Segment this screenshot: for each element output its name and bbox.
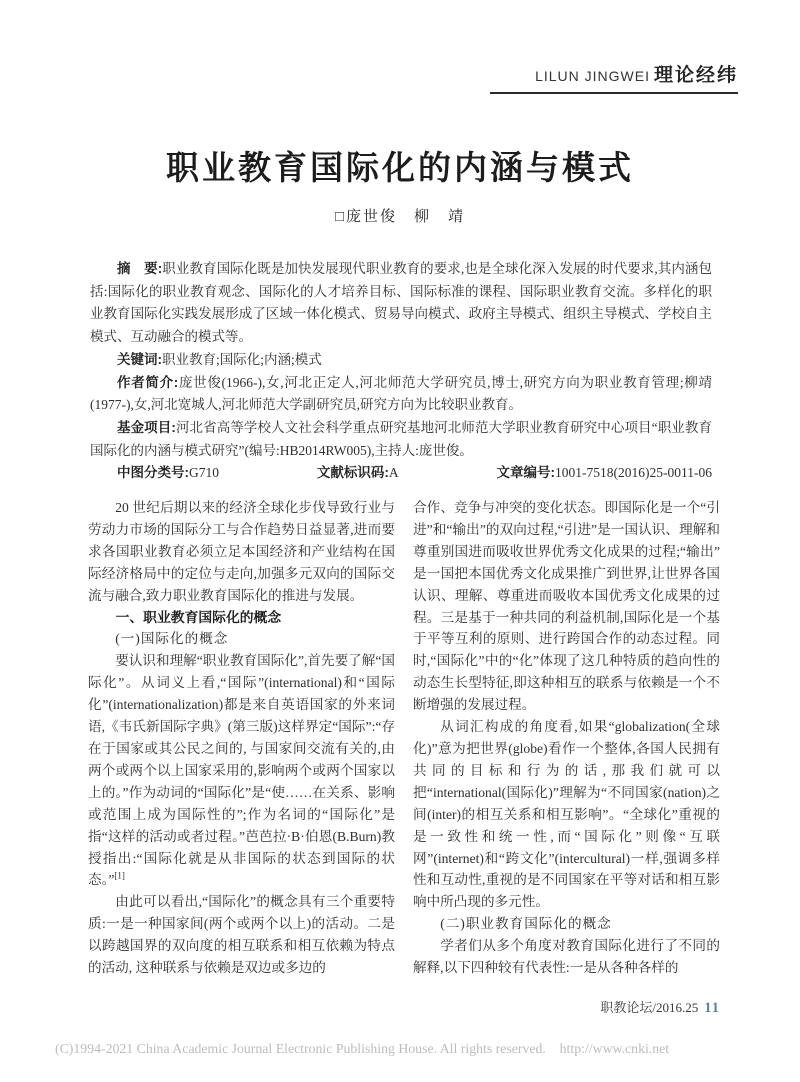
article-title: 职业教育国际化的内涵与模式: [166, 151, 634, 187]
author-line: □庞世俊 柳 靖: [334, 208, 466, 225]
classification-row: [90, 462, 712, 485]
author-bio-label: 作者简介:: [117, 374, 179, 390]
citation-ref-1: [1]: [114, 870, 125, 881]
fund-project-text: 河北省高等学校人文社会科学重点研究基地河北师范大学职业教育研究中心项目“职业教育国际化的内涵与模式研究”(编号:HB2014RW005),主持人:庞世俊。: [90, 419, 712, 458]
document-code-label: 文献标识码:: [316, 465, 389, 481]
left-column: [88, 497, 395, 989]
author-bio-text: 庞世俊(1966-),女,河北正定人,河北师范大学研究员,博士,研究方向为职业教育管理;柳靖(1977-),女,河北宽城人,河北师范大学副研究员,研究方向为比较职业教育。: [90, 374, 712, 413]
abstract: [90, 258, 712, 349]
fund-project: [90, 417, 712, 462]
document-code-value: A: [388, 465, 399, 481]
clc-value: G710: [189, 465, 219, 481]
paragraph-vocabulary: 从词汇构成的角度看,如果“globalization(全球化)”意为把世界(globe)看作一个整体,各国人民拥有共同的目标和行为的话,那我们就可以把“international(国际化)”理解为“不同国家(nation)之间(inter)的相互关系和相互影响”。“全球化”重视的是一致性和统一性,而“国际化”则像“互联网”(internet)和“跨文化”(intercultural)一样,强调多样性和互动性,重视的是不同国家在平等对话和相互影响中所凸现的多元性。: [413, 719, 720, 910]
paragraph-internationalization: [88, 650, 395, 891]
page-footer: [88, 997, 720, 1017]
journal-header: [490, 60, 738, 94]
author-bio: [90, 372, 712, 417]
clc-number: [117, 462, 219, 485]
section-heading-1: 一、职业教育国际化的概念: [115, 609, 282, 625]
article-id-label: 文章编号:: [496, 465, 555, 481]
front-matter: [90, 258, 712, 485]
fund-project-label: 基金项目:: [117, 419, 176, 435]
copyright-line: (C)1994-2021 China Academic Journal Electronic Publishing House. All rights reserved. http://www.cnki.net: [55, 1041, 670, 1056]
right-column: [413, 497, 720, 989]
keywords-label: 关键词:: [117, 351, 162, 367]
intro-paragraph: 20 世纪后期以来的经济全球化步伐导致行业与劳动力市场的国际分工与合作趋势日益显著,进而要求各国职业教育必须立足本国经济和产业结构在国际经济格局中的定位与走向,加强多元双向的国际交流与融合,致力职业教育国际化的推进与发展。: [88, 500, 395, 603]
keywords: [90, 349, 712, 372]
clc-label: 中图分类号:: [117, 465, 189, 481]
article-id: [497, 462, 712, 485]
journal-issue: 职教论坛/2016.25: [600, 1000, 699, 1015]
keywords-text: 职业教育;国际化;内涵;模式: [162, 351, 322, 367]
abstract-label: 摘 要:: [117, 261, 163, 276]
article-id-value: 1001-7518(2016)25-0011-06: [555, 465, 712, 481]
paragraph-traits-continued: 合作、竞争与冲突的变化状态。即国际化是一个“引进”和“输出”的双向过程,“引进”是一国认识、理解和尊重别国进而吸收世界优秀文化成果的过程;“输出” 是一国把本国优秀文化成果推广到世界,让世界各国认识、理解、尊重进而吸收本国优秀文化成果的过程。三是基于一种共同的利益机制,国际化是一个基于平等互利的原则、进行跨国合作的动态过程。同时,“国际化”中的“化”体现了这几种特质的趋向性的动态生长型特征,即这种相互的联系与依赖是一个不断增强的发展过程。: [413, 500, 720, 713]
subsection-heading-2: (二)职业教育国际化的概念: [440, 916, 612, 932]
journal-name-pinyin: LILUN JINGWEI: [535, 68, 650, 84]
paragraph-scholars: 学者们从多个角度对教育国际化进行了不同的解释,以下四种较有代表性:一是从各种各样的: [413, 938, 720, 976]
document-code: [317, 462, 399, 485]
subsection-heading-1: (一)国际化的概念: [115, 631, 229, 647]
article-body: [88, 497, 720, 989]
page-number: 11: [704, 1000, 720, 1016]
paragraph-text: 要认识和理解“职业教育国际化”,首先要了解“国际化”。从词义上看,“国际”(international)和“国际化”(internationalization)都是来自英语国家的外来词语,《韦氏新国际字典》(第三版)这样界定“国际”:“存在于国家或其公民之间的, 与国家间交流有关的,由两个或两个以上国家采用的,影响两个或两个国家以上的。”作为动词的“国际化”是“使……在关系、影响或范围上成为国际性的”;作为名词的“国际化”是指“这样的活动或者过程。”芭芭拉·B·伯恩(B.Burn)教授指出:“国际化就是从非国际的状态到国际的状态。”: [88, 653, 395, 888]
paragraph-traits: 由此可以看出,“国际化”的概念具有三个重要特质:一是一种国家间(两个或两个以上)的活动。二是以跨越国界的双向度的相互联系和相互依赖为特点的活动, 这种联系与依赖是双边或多边的: [88, 894, 395, 976]
abstract-text: 职业教育国际化既是加快发展现代职业教育的要求,也是全球化深入发展的时代要求,其内涵包括:国际化的职业教育观念、国际化的人才培养目标、国际标准的课程、国际职业教育交流。多样化的职业教育国际化实践发展形成了区域一体化模式、贸易导向模式、政府主导模式、组织主导模式、学校自主模式、互动融合的模式等。: [90, 261, 713, 345]
journal-section-name: 理论经纬: [653, 65, 738, 86]
